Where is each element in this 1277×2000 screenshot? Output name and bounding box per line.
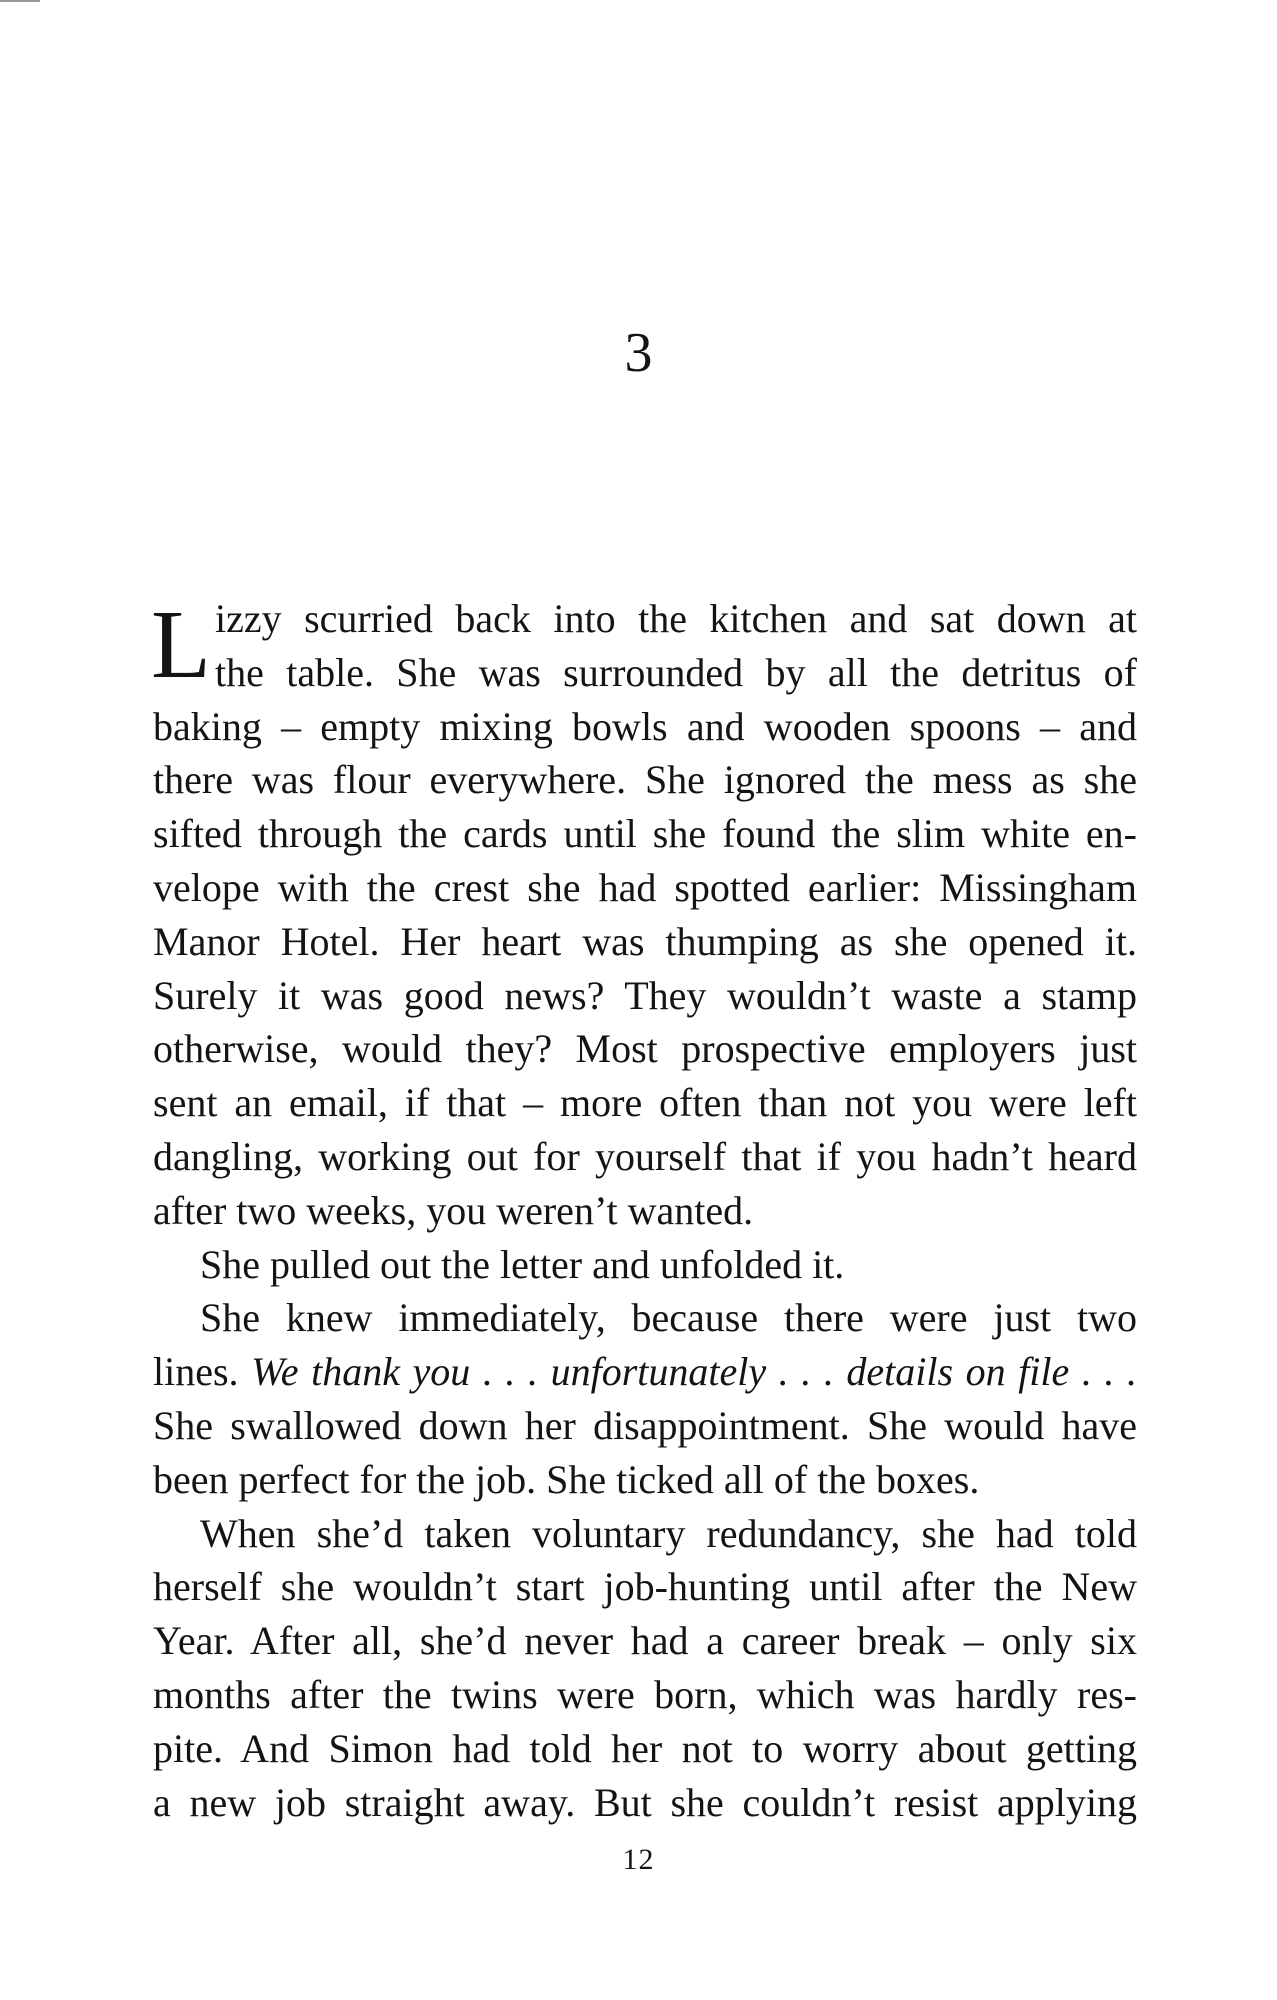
paragraph-first-line: When she’d taken voluntary redundancy, she had told xyxy=(200,1510,1137,1556)
line-text: lines. xyxy=(153,1349,252,1395)
paragraph-line: herself she wouldn’t start job-hunting until after the New xyxy=(153,1564,1137,1610)
paragraph-line: She swallowed down her disappointment. She would have xyxy=(153,1402,1137,1448)
paragraph-first-line: She knew immediately, because there were just two xyxy=(200,1295,1137,1341)
opening-line-1-text: izzy scurried back into the kitchen and sat down at xyxy=(215,596,1137,641)
page-number: 12 xyxy=(622,1843,655,1876)
paragraph-line: She pulled out the letter and unfolded it. xyxy=(200,1241,845,1287)
paragraph-line: dangling, working out for yourself that if you hadn’t heard xyxy=(153,1133,1137,1179)
italic-letter-quote: We thank you . . . unfortunately . . . details on file . . . xyxy=(251,1349,1137,1395)
paragraph-line: sifted through the cards until she found the slim white en- xyxy=(153,811,1137,857)
paragraph-line: baking – empty mixing bowls and wooden spoons – and xyxy=(153,703,1137,749)
paragraph-line: otherwise, would they? Most prospective employers just xyxy=(153,1026,1137,1072)
paragraph-line: a new job straight away. But she couldn’t resist applying xyxy=(153,1779,1137,1825)
body-text xyxy=(153,592,1137,1829)
chapter-number: 3 xyxy=(624,322,653,384)
paragraph-last-line: been perfect for the job. She ticked all of the boxes. xyxy=(153,1456,980,1502)
paragraph-line: sent an email, if that – more often than not you were left xyxy=(153,1080,1137,1126)
paragraph-line-with-italic xyxy=(153,1345,1137,1399)
paragraph-line: there was flour everywhere. She ignored the mess as she xyxy=(153,757,1137,803)
paragraph-line: Year. After all, she’d never had a career break – only six xyxy=(153,1618,1137,1664)
drop-cap: L xyxy=(151,591,211,699)
paragraph-line: velope with the crest she had spotted earlier: Missingham xyxy=(153,864,1137,910)
paragraph-line: Manor Hotel. Her heart was thumping as she opened it. xyxy=(153,918,1137,964)
paragraph-last-line: after two weeks, you weren’t wanted. xyxy=(153,1187,754,1233)
paragraph-line: pite. And Simon had told her not to worry about getting xyxy=(153,1725,1137,1771)
opening-line-2: the table. She was surrounded by all the detritus of xyxy=(215,649,1137,695)
paragraph-line: months after the twins were born, which was hardly res- xyxy=(153,1671,1137,1717)
paragraph-line: Surely it was good news? They wouldn’t waste a stamp xyxy=(153,972,1137,1018)
scan-corner-mark xyxy=(0,0,40,2)
